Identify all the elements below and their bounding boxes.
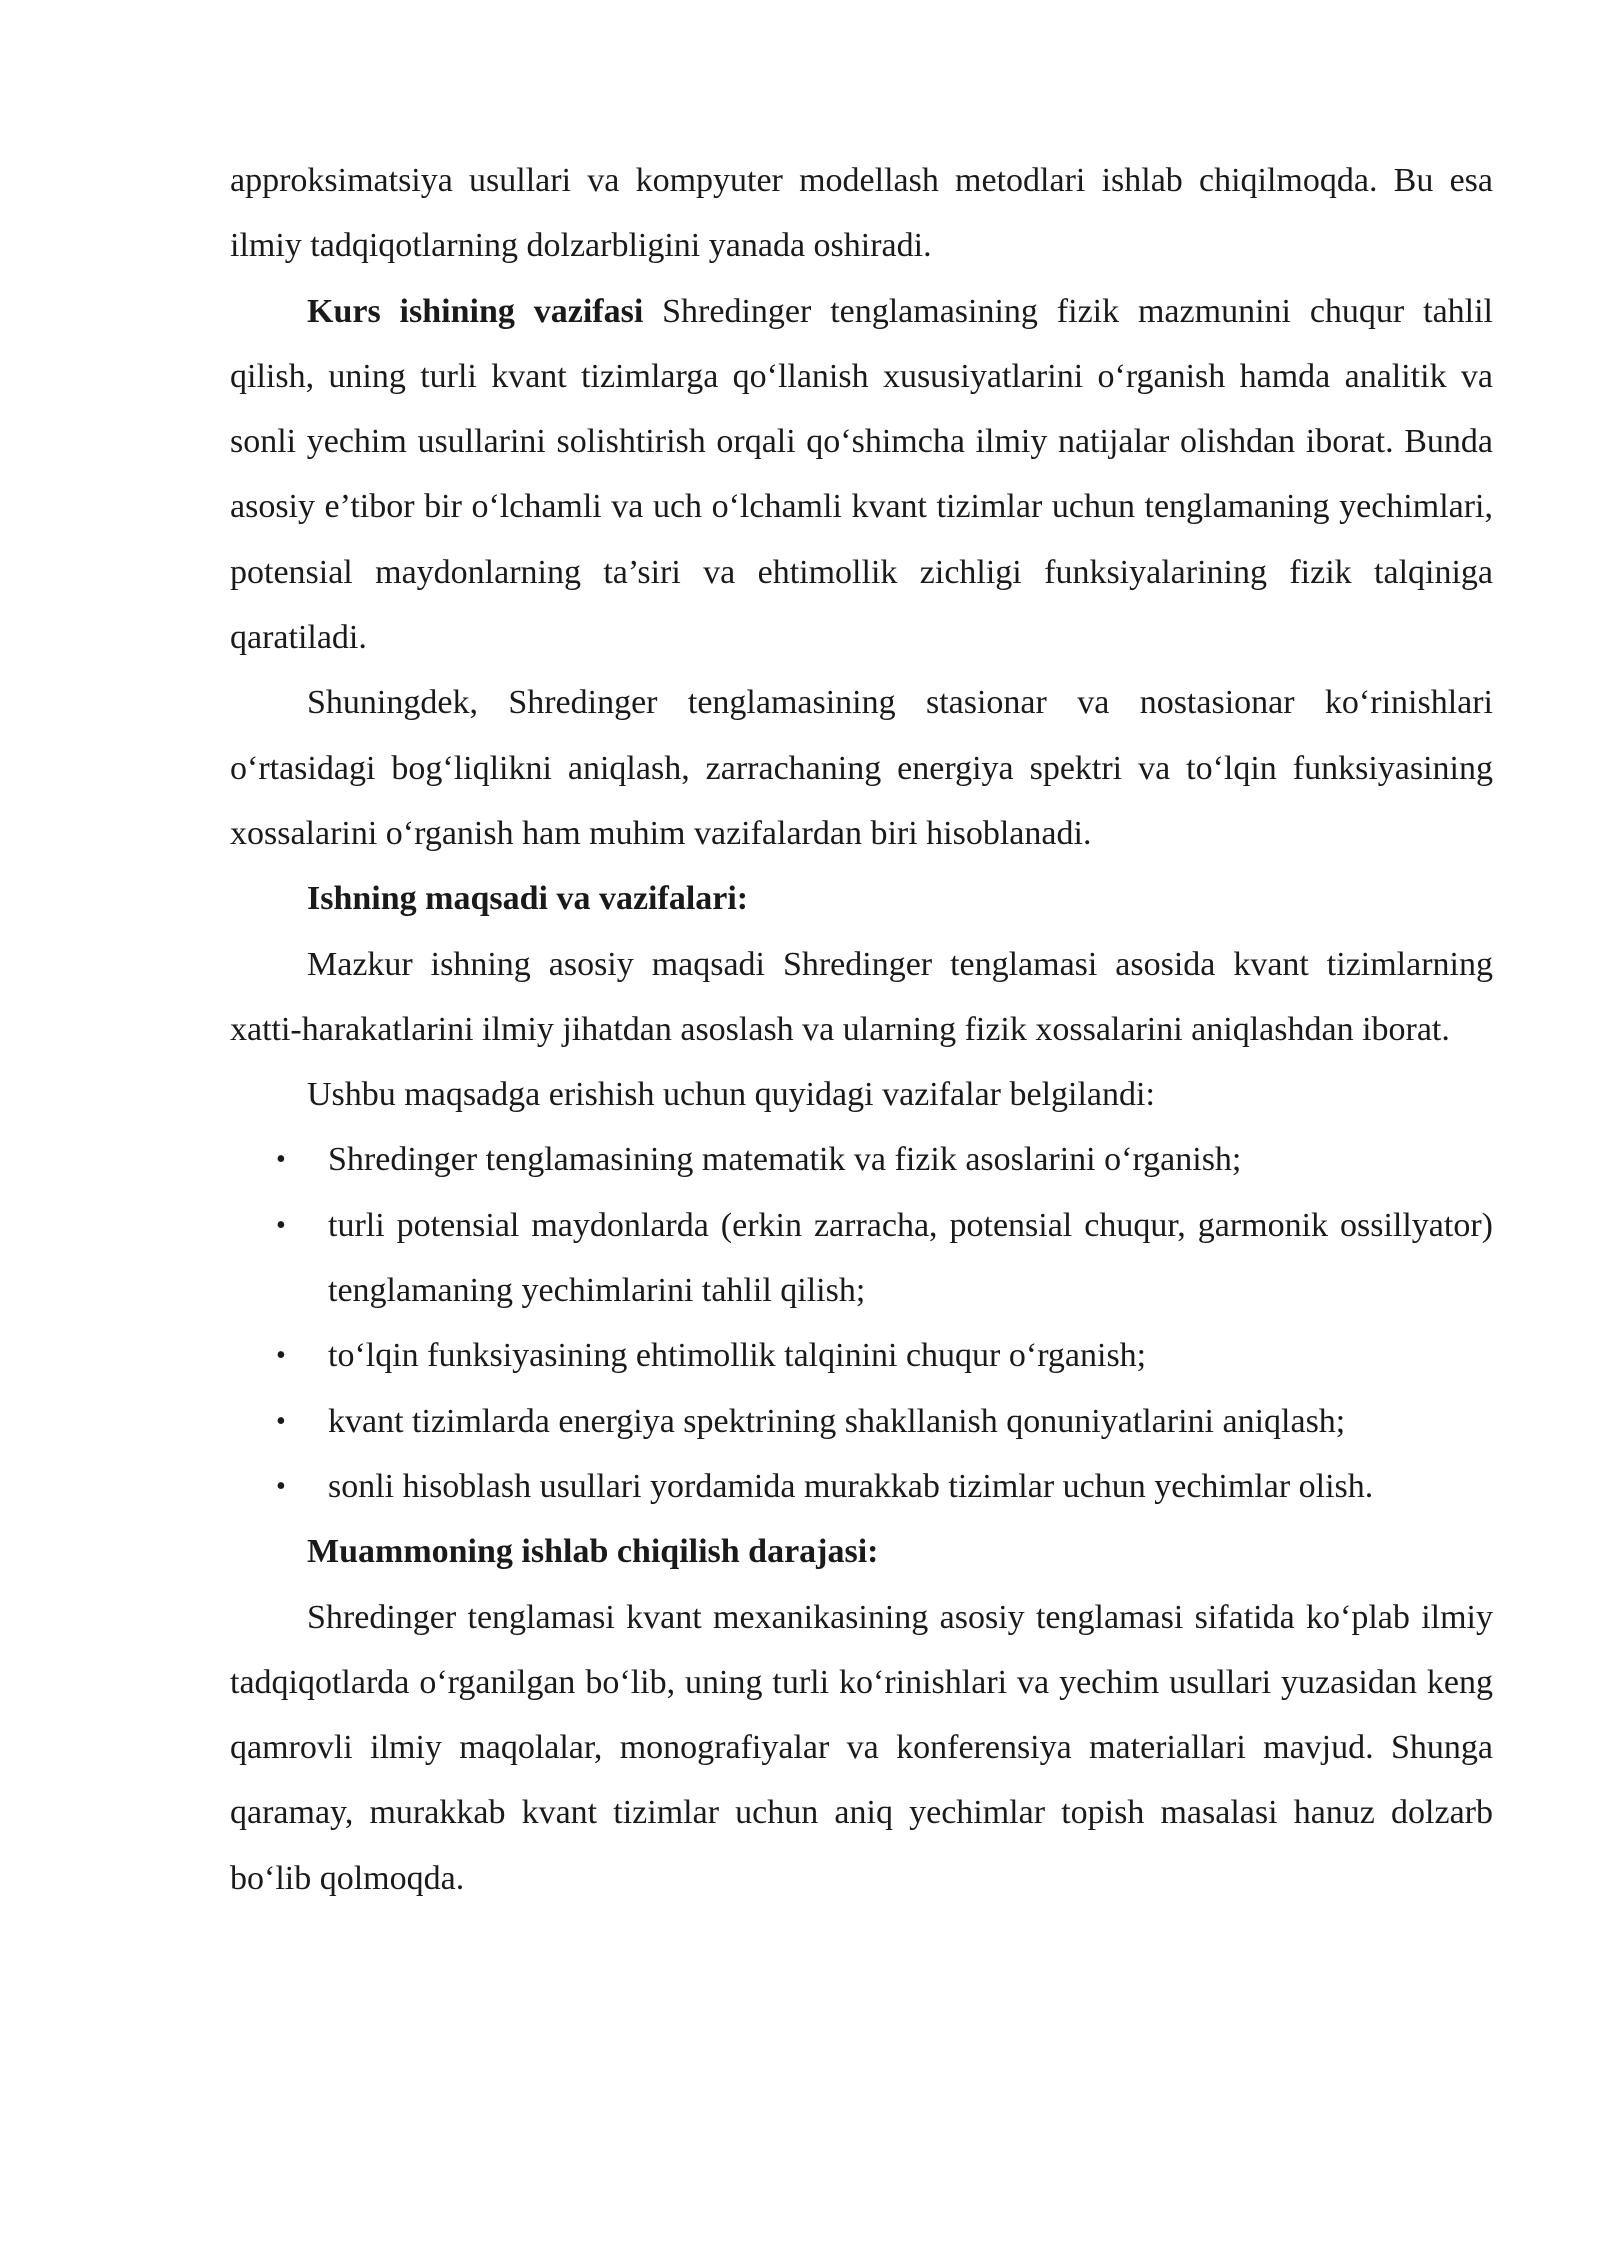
document-page <box>230 148 1493 1911</box>
course-task-body: Shredinger tenglamasining fizik mazmunini chuqur tahlil qilish, uning turli kvant tizimlarga qo‘llanish xususiyatlarini o‘rganish hamda analitik va sonli yechim usullarini solishtirish orqali qo‘shimcha ilmiy natijalar olishdan iborat. Bunda asosiy e’tibor bir o‘lchamli va uch o‘lchamli kvant tizimlar uchun tenglamaning yechimlari, potensial maydonlarning ta’siri va ehtimollik zichligi funksiyalarining fizik talqiniga qaratiladi. <box>230 292 1493 657</box>
heading-problem-level: Muammoning ishlab chiqilish darajasi: <box>307 1533 879 1571</box>
list-item <box>230 1127 1493 1192</box>
list-item-text: kvant tizimlarda energiya spektrining shakllanish qonuniyatlarini aniqlash; <box>328 1402 1346 1440</box>
course-task-lead: Kurs ishining vazifasi <box>307 292 644 330</box>
paragraph-tasks-intro: Ushbu maqsadga erishish uchun quyidagi vazifalar belgilandi: <box>307 1076 1155 1114</box>
list-item <box>230 1389 1493 1454</box>
bullet-icon: • <box>276 1144 286 1176</box>
paragraph-main-goal: Mazkur ishning asosiy maqsadi Shredinger tenglamasi asosida kvant tizimlarning xatti-harakatlarini ilmiy jihatdan asoslash va ularning fizik xossalarini aniqlashdan iborat. <box>230 945 1493 1048</box>
bullet-icon: • <box>276 1470 286 1502</box>
bullet-icon: • <box>276 1209 286 1241</box>
list-item-text: turli potensial maydonlarda (erkin zarracha, potensial chuqur, garmonik ossillyator) tenglamaning yechimlarini tahlil qilish; <box>328 1206 1493 1310</box>
paragraph-intro-continuation: approksimatsiya usullari va kompyuter modellash metodlari ishlab chiqilmoqda. Bu esa ilmiy tadqiqotlarning dolzarbligini yanada oshiradi. <box>230 162 1493 265</box>
list-item <box>230 1323 1493 1388</box>
paragraph-problem-level: Shredinger tenglamasi kvant mexanikasining asosiy tenglamasi sifatida ko‘plab ilmiy tadqiqotlarda o‘rganilgan bo‘lib, uning turli ko‘rinishlari va yechim usullari yuzasidan keng qamrovli ilmiy maqolalar, monografiyalar va konferensiya materiallari mavjud. Shunga qaramay, murakkab kvant tizimlar uchun aniq yechimlar topish masalasi hanuz dolzarb bo‘lib qolmoqda. <box>230 1598 1493 1897</box>
list-item-text: Shredinger tenglamasining matematik va fizik asoslarini o‘rganish; <box>328 1141 1242 1179</box>
heading-goals: Ishning maqsadi va vazifalari: <box>307 880 749 918</box>
paragraph-stationary-relation: Shuningdek, Shredinger tenglamasining stasionar va nostasionar ko‘rinishlari o‘rtasidagi bog‘liqlikni aniqlash, zarrachaning energiya spektri va to‘lqin funksiyasining xossalarini o‘rganish ham muhim vazifalardan biri hisoblanadi. <box>230 684 1493 852</box>
list-item-text: sonli hisoblash usullari yordamida murakkab tizimlar uchun yechimlar olish. <box>328 1467 1374 1505</box>
list-item <box>230 1193 1493 1324</box>
list-item <box>230 1454 1493 1519</box>
list-item-text: to‘lqin funksiyasining ehtimollik talqinini chuqur o‘rganish; <box>328 1337 1147 1375</box>
task-list <box>230 1127 1493 1519</box>
bullet-icon: • <box>276 1405 286 1437</box>
bullet-icon: • <box>276 1340 286 1372</box>
paragraph-course-task <box>230 279 1493 671</box>
